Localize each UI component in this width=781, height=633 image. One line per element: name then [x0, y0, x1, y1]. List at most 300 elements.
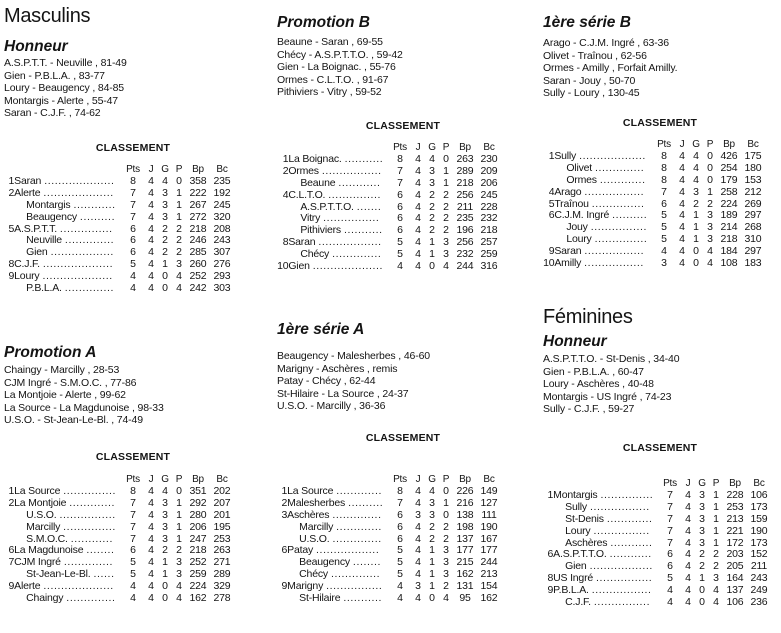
- stat-cell-pts: 6: [397, 212, 403, 225]
- stat-cell-pts: 6: [667, 560, 673, 573]
- result-line: Arago - C.J.M. Ingré , 63-36: [543, 37, 669, 49]
- stat-cell-bc: 228: [480, 200, 498, 213]
- stat-cell-bp: 252: [189, 556, 207, 569]
- team-cell: [287, 522, 389, 534]
- team-name: Olivet: [566, 162, 592, 174]
- stat-cell-p: 0: [443, 484, 449, 497]
- stat-cell-bc: 177: [480, 544, 498, 557]
- stat-cell-bp: 213: [726, 512, 744, 525]
- stat-cell-pts: 6: [130, 234, 136, 247]
- team-cell: [288, 190, 389, 202]
- stat-cell-p: 2: [443, 212, 449, 225]
- stat-cell-j: 4: [415, 532, 421, 545]
- stat-cell-p: 4: [713, 584, 719, 597]
- column-header: Bp: [459, 474, 471, 485]
- rank-cell: [4, 200, 14, 212]
- stat-cell-bc: 206: [480, 176, 498, 189]
- result-line: Gien - P.B.L.A. , 60-47: [543, 365, 644, 378]
- stat-cell-bp: 253: [726, 500, 744, 513]
- stat-cell-bc: 180: [744, 161, 762, 174]
- stat-cell-g: 3: [699, 500, 705, 513]
- result-line: Loury - Beaugency , 84-85: [4, 82, 124, 95]
- team-cell: [14, 224, 122, 236]
- team-name: Loury: [565, 525, 591, 537]
- stat-cell-j: 4: [148, 496, 154, 509]
- result-line: La Source - La Magdunoise , 98-33: [4, 401, 164, 414]
- stat-cell-j: 4: [415, 176, 421, 189]
- table-row: [543, 526, 771, 538]
- stat-cell-bc: 149: [480, 484, 498, 497]
- team-cell: [14, 271, 122, 283]
- stat-cell-pts: 3: [661, 257, 667, 270]
- team-name: Chaingy: [26, 593, 64, 605]
- standings-1ere-serie-b: [543, 139, 777, 270]
- leader-dots: ...........: [343, 225, 383, 237]
- stat-cell-p: 1: [713, 488, 719, 501]
- stat-cell-p: 1: [176, 496, 182, 509]
- stat-cell-g: 2: [429, 200, 435, 213]
- stat-cell-bc: 159: [750, 512, 768, 525]
- stat-cell-bc: 173: [750, 500, 768, 513]
- stat-cell-bp: 285: [189, 246, 207, 259]
- stat-cell-p: 1: [707, 185, 713, 198]
- stat-cell-p: 2: [443, 520, 449, 533]
- rank-cell: 9: [547, 584, 554, 597]
- stat-cell-p: 3: [443, 248, 449, 261]
- team-cell: [288, 261, 389, 273]
- stat-cell-pts: 8: [661, 161, 667, 174]
- stat-cell-pts: 8: [661, 149, 667, 162]
- stat-cell-bp: 272: [189, 210, 207, 223]
- team-name: Amilly: [554, 258, 582, 270]
- team-name: Loury: [14, 271, 40, 283]
- stat-cell-p: 1: [176, 186, 182, 199]
- stat-cell-j: 4: [415, 260, 421, 273]
- stat-cell-bc: 235: [213, 174, 231, 187]
- result-line: Loury - Aschères , 40-48: [543, 378, 654, 391]
- stat-cell-g: 3: [699, 524, 705, 537]
- stat-cell-bp: 206: [189, 520, 207, 533]
- stat-cell-bc: 208: [213, 222, 231, 235]
- stat-cell-j: 4: [685, 500, 691, 513]
- standings-table: [4, 164, 234, 295]
- stat-cell-j: 4: [679, 233, 685, 246]
- team-cell: [14, 581, 122, 593]
- team-cell: [287, 498, 389, 510]
- stat-cell-g: 0: [699, 596, 705, 609]
- column-header: J: [415, 474, 421, 485]
- result-line: Beaune - Saran , 69-55: [277, 36, 383, 48]
- results-1ere-serie-b: [543, 37, 777, 100]
- stat-cell-j: 4: [148, 222, 154, 235]
- rank-cell: 8: [547, 572, 554, 585]
- stat-cell-g: 1: [162, 258, 168, 271]
- stat-cell-j: 4: [685, 536, 691, 549]
- rank-cell: [543, 175, 554, 187]
- stat-cell-p: 3: [443, 236, 449, 249]
- stat-cell-p: 1: [443, 176, 449, 189]
- column-header: P: [175, 164, 183, 175]
- stat-cell-bp: 224: [189, 580, 207, 593]
- stat-cell-bc: 162: [480, 592, 498, 605]
- rank-cell: 1: [282, 152, 289, 165]
- stat-cell-bp: 221: [726, 524, 744, 537]
- stat-cell-p: 1: [713, 500, 719, 513]
- stat-cell-j: 4: [679, 221, 685, 234]
- leader-dots: ..............: [594, 162, 645, 174]
- standings-table: [277, 474, 501, 605]
- stat-cell-p: 0: [707, 161, 713, 174]
- leader-dots: ............: [70, 533, 113, 545]
- rank-cell: [4, 283, 14, 295]
- team-cell: [553, 597, 659, 609]
- stat-cell-g: 2: [693, 197, 699, 210]
- team-cell: [14, 247, 122, 259]
- result-line: Sully - C.J.F. , 59-27: [543, 403, 635, 416]
- stat-cell-p: 1: [176, 508, 182, 521]
- leader-dots: ..............: [332, 533, 382, 545]
- result-line: Montargis - US Ingré , 74-23: [543, 390, 672, 403]
- stat-cell-bp: 263: [456, 152, 474, 165]
- team-name: Sully: [565, 501, 587, 513]
- column-header: Pts: [663, 478, 677, 489]
- leader-dots: ....................: [312, 261, 384, 273]
- stat-cell-g: 2: [429, 188, 435, 201]
- team-cell: [14, 200, 122, 212]
- column-header: Bc: [483, 474, 495, 485]
- stat-cell-g: 1: [429, 568, 435, 581]
- stat-cell-p: 4: [176, 592, 182, 605]
- stat-cell-bc: 212: [744, 185, 762, 198]
- stat-cell-pts: 6: [397, 520, 403, 533]
- results-promotion-a: [4, 364, 262, 427]
- stat-cell-pts: 7: [667, 512, 673, 525]
- leader-dots: ..........: [348, 497, 384, 509]
- team-name: Montargis: [26, 199, 71, 211]
- rank-cell: 2: [281, 496, 288, 509]
- standings-promotion-b: [277, 142, 529, 273]
- stat-cell-pts: 7: [130, 508, 136, 521]
- team-cell: [553, 549, 659, 561]
- stat-cell-bc: 195: [213, 520, 231, 533]
- stat-cell-p: 4: [713, 596, 719, 609]
- standings-promotion-a: [4, 474, 262, 605]
- stat-cell-bc: 213: [480, 568, 498, 581]
- stat-cell-pts: 7: [397, 496, 403, 509]
- result-line: St-Hilaire - La Source , 24-37: [277, 387, 409, 400]
- stat-cell-j: 3: [415, 580, 421, 593]
- stat-cell-g: 4: [429, 152, 435, 165]
- stat-cell-bp: 292: [189, 496, 207, 509]
- stat-cell-j: 4: [148, 282, 154, 295]
- column-header: Pts: [126, 164, 140, 175]
- stat-cell-j: 4: [415, 212, 421, 225]
- stat-cell-g: 0: [162, 580, 168, 593]
- stat-cell-j: 4: [685, 512, 691, 525]
- table-row: [277, 510, 501, 522]
- stat-cell-p: 4: [176, 282, 182, 295]
- table-row: [543, 597, 771, 609]
- stat-cell-j: 4: [148, 568, 154, 581]
- stat-cell-pts: 7: [130, 210, 136, 223]
- rank-cell: 1: [8, 174, 15, 187]
- stat-cell-g: 1: [162, 556, 168, 569]
- stat-cell-p: 4: [707, 257, 713, 270]
- team-name: Jouy: [566, 222, 588, 234]
- stat-cell-p: 4: [176, 580, 182, 593]
- stat-cell-p: 3: [176, 556, 182, 569]
- stat-cell-g: 0: [162, 592, 168, 605]
- leader-dots: ................: [593, 525, 650, 537]
- leader-dots: ..............: [63, 557, 114, 569]
- leader-dots: ...............: [591, 198, 645, 210]
- stat-cell-bp: 244: [456, 260, 474, 273]
- stat-cell-pts: 7: [661, 185, 667, 198]
- team-cell: [287, 557, 389, 569]
- stat-cell-bp: 235: [456, 212, 474, 225]
- stat-cell-p: 3: [713, 572, 719, 585]
- team-cell: [288, 154, 389, 166]
- section-title-masculins: Masculins: [4, 5, 91, 27]
- leader-dots: .................: [584, 186, 645, 198]
- team-cell: [554, 210, 653, 222]
- stat-cell-bc: 259: [480, 248, 498, 261]
- stat-cell-j: 4: [148, 520, 154, 533]
- column-header: Pts: [393, 142, 407, 153]
- stat-cell-g: 3: [429, 164, 435, 177]
- stat-cell-pts: 7: [130, 186, 136, 199]
- stat-cell-p: 2: [443, 188, 449, 201]
- team-cell: [14, 259, 122, 271]
- header-spacer: [543, 139, 653, 151]
- team-name: Ormes: [566, 174, 597, 186]
- stat-cell-pts: 7: [667, 488, 673, 501]
- rank-cell: [277, 593, 287, 605]
- stat-cell-j: 4: [415, 544, 421, 557]
- result-line: A.S.P.T.T.O. - St-Denis , 34-40: [543, 353, 680, 365]
- stat-cell-j: 4: [148, 508, 154, 521]
- team-cell: [554, 246, 653, 258]
- stat-cell-g: 3: [699, 488, 705, 501]
- rank-cell: 5: [548, 197, 555, 210]
- stat-cell-bc: 276: [213, 258, 231, 271]
- column-header: G: [692, 139, 700, 150]
- stat-cell-bp: 247: [189, 532, 207, 545]
- rank-cell: 1: [548, 149, 555, 162]
- leader-dots: ..............: [332, 509, 382, 521]
- leader-dots: .............: [336, 521, 382, 533]
- stat-cell-j: 4: [415, 248, 421, 261]
- stat-cell-j: 4: [685, 584, 691, 597]
- rank-cell: 2: [282, 164, 289, 177]
- stat-cell-g: 2: [429, 532, 435, 545]
- stat-cell-p: 1: [713, 512, 719, 525]
- standings-table: [543, 478, 771, 609]
- table-row: [4, 212, 234, 224]
- classement-label-promotion-b: CLASSEMENT: [365, 120, 441, 132]
- stat-cell-j: 4: [415, 224, 421, 237]
- stat-cell-bp: 214: [720, 221, 738, 234]
- result-line: Saran - C.J.F. , 74-62: [4, 107, 101, 120]
- table-row: [277, 166, 501, 178]
- stat-cell-bp: 218: [189, 544, 207, 557]
- stat-cell-bc: 289: [213, 568, 231, 581]
- stat-cell-bc: 201: [213, 508, 231, 521]
- result-line: La Montjoie - Alerte , 99-62: [4, 389, 126, 402]
- stat-cell-pts: 4: [397, 260, 403, 273]
- stat-cell-bp: 198: [456, 520, 474, 533]
- team-cell: [554, 258, 653, 270]
- team-name: U.S.O.: [26, 509, 57, 521]
- result-line: Patay - Chécy , 62-44: [277, 375, 376, 388]
- stat-cell-bc: 167: [480, 532, 498, 545]
- stat-cell-j: 4: [415, 152, 421, 165]
- stat-cell-g: 2: [699, 560, 705, 573]
- column-header: G: [161, 474, 169, 485]
- rank-cell: 10: [277, 260, 289, 273]
- stat-cell-bc: 230: [480, 152, 498, 165]
- stat-cell-g: 3: [162, 532, 168, 545]
- stat-cell-bc: 257: [480, 236, 498, 249]
- stat-cell-pts: 7: [130, 520, 136, 533]
- stat-cell-g: 2: [699, 548, 705, 561]
- header-spacer: [277, 142, 389, 154]
- stat-cell-pts: 6: [397, 188, 403, 201]
- stat-cell-pts: 7: [667, 500, 673, 513]
- team-name: C.L.T.O.: [288, 189, 326, 201]
- table-row: [4, 283, 234, 295]
- stat-cell-p: 2: [176, 222, 182, 235]
- stat-cell-p: 1: [176, 210, 182, 223]
- stat-cell-j: 4: [415, 484, 421, 497]
- leader-dots: ...............: [63, 521, 116, 533]
- stat-cell-p: 1: [176, 198, 182, 211]
- rank-cell: 1: [8, 484, 15, 497]
- stat-cell-bp: 222: [189, 186, 207, 199]
- team-name: P.B.L.A.: [553, 585, 589, 597]
- stat-cell-pts: 5: [397, 568, 403, 581]
- team-name: St-Denis: [565, 513, 604, 525]
- stat-cell-j: 4: [679, 197, 685, 210]
- team-cell: [288, 249, 389, 261]
- stat-cell-bc: 243: [213, 234, 231, 247]
- stat-cell-g: 2: [429, 212, 435, 225]
- results-promotion-b: [277, 36, 529, 99]
- result-line: Olivet - Traînou , 62-56: [543, 49, 647, 62]
- team-cell: [288, 202, 389, 214]
- stat-cell-g: 2: [162, 234, 168, 247]
- leader-dots: ..............: [330, 569, 381, 581]
- rank-cell: 6: [548, 209, 555, 222]
- stat-cell-pts: 4: [667, 584, 673, 597]
- stat-cell-pts: 6: [397, 200, 403, 213]
- standings-table: [4, 474, 234, 605]
- rank-cell: [4, 522, 14, 534]
- rank-cell: 5: [8, 222, 15, 235]
- team-cell: [553, 514, 659, 526]
- stat-cell-bp: 256: [456, 188, 474, 201]
- stat-cell-g: 3: [699, 512, 705, 525]
- rank-cell: [543, 502, 553, 514]
- stat-cell-pts: 6: [130, 222, 136, 235]
- rank-cell: [543, 526, 553, 538]
- stat-cell-bc: 202: [213, 484, 231, 497]
- stat-cell-g: 2: [162, 246, 168, 259]
- rank-cell: [543, 163, 554, 175]
- stat-cell-j: 4: [679, 173, 685, 186]
- result-line: CJM Ingré - S.M.O.C. , 77-86: [4, 376, 137, 389]
- team-name: A.S.P.T.T.: [14, 223, 57, 235]
- stat-cell-bp: 358: [189, 174, 207, 187]
- stat-cell-bp: 232: [456, 248, 474, 261]
- stat-cell-g: 0: [162, 282, 168, 295]
- team-cell: [14, 498, 122, 510]
- stat-cell-pts: 6: [397, 532, 403, 545]
- results-honneur: [4, 57, 262, 120]
- leader-dots: ..................: [589, 561, 653, 573]
- leader-dots: ................: [596, 573, 653, 585]
- leader-dots: ..............: [66, 593, 116, 605]
- stat-cell-pts: 7: [667, 536, 673, 549]
- column-header: P: [706, 139, 714, 150]
- stat-cell-g: 3: [162, 520, 168, 533]
- stat-cell-j: 4: [415, 236, 421, 249]
- rank-cell: [277, 202, 288, 214]
- leader-dots: ..........: [612, 210, 648, 222]
- leader-dots: ....................: [42, 259, 114, 271]
- stat-cell-bc: 207: [213, 496, 231, 509]
- division-title-promotion-a: Promotion A: [4, 344, 97, 361]
- table-row: [4, 522, 234, 534]
- team-name: Malesherbes: [287, 497, 346, 509]
- stat-cell-bc: 218: [480, 224, 498, 237]
- stat-cell-j: 4: [148, 580, 154, 593]
- team-name: La Source: [287, 485, 334, 497]
- result-line: Pithiviers - Vitry , 59-52: [277, 86, 382, 99]
- leader-dots: .......: [356, 201, 382, 213]
- stat-cell-bp: 184: [720, 245, 738, 258]
- table-row: [543, 502, 771, 514]
- stat-cell-j: 4: [148, 174, 154, 187]
- team-cell: [288, 178, 389, 190]
- stat-cell-bc: 127: [480, 496, 498, 509]
- stat-cell-pts: 4: [397, 592, 403, 605]
- stat-cell-g: 4: [162, 484, 168, 497]
- team-cell: [288, 213, 389, 225]
- stat-cell-bc: 183: [744, 257, 762, 270]
- stat-cell-pts: 4: [661, 245, 667, 258]
- team-cell: [553, 502, 659, 514]
- stat-cell-p: 3: [443, 556, 449, 569]
- stat-cell-bc: 244: [480, 556, 498, 569]
- stat-cell-bp: 189: [720, 209, 738, 222]
- team-name: Saran: [14, 175, 42, 187]
- stat-cell-j: 4: [148, 556, 154, 569]
- stat-cell-j: 4: [148, 258, 154, 271]
- stat-cell-bc: 303: [213, 282, 231, 295]
- team-name: St-Hilaire: [299, 593, 341, 605]
- stat-cell-g: 4: [429, 484, 435, 497]
- leader-dots: ...............: [328, 189, 382, 201]
- team-cell: [554, 187, 653, 199]
- team-cell: [288, 237, 389, 249]
- stat-cell-bc: 297: [744, 245, 762, 258]
- team-name: Vitry: [300, 213, 321, 225]
- stat-cell-bc: 190: [480, 520, 498, 533]
- column-header: Bc: [216, 474, 228, 485]
- team-cell: [288, 166, 389, 178]
- team-name: La Boignac.: [288, 153, 342, 165]
